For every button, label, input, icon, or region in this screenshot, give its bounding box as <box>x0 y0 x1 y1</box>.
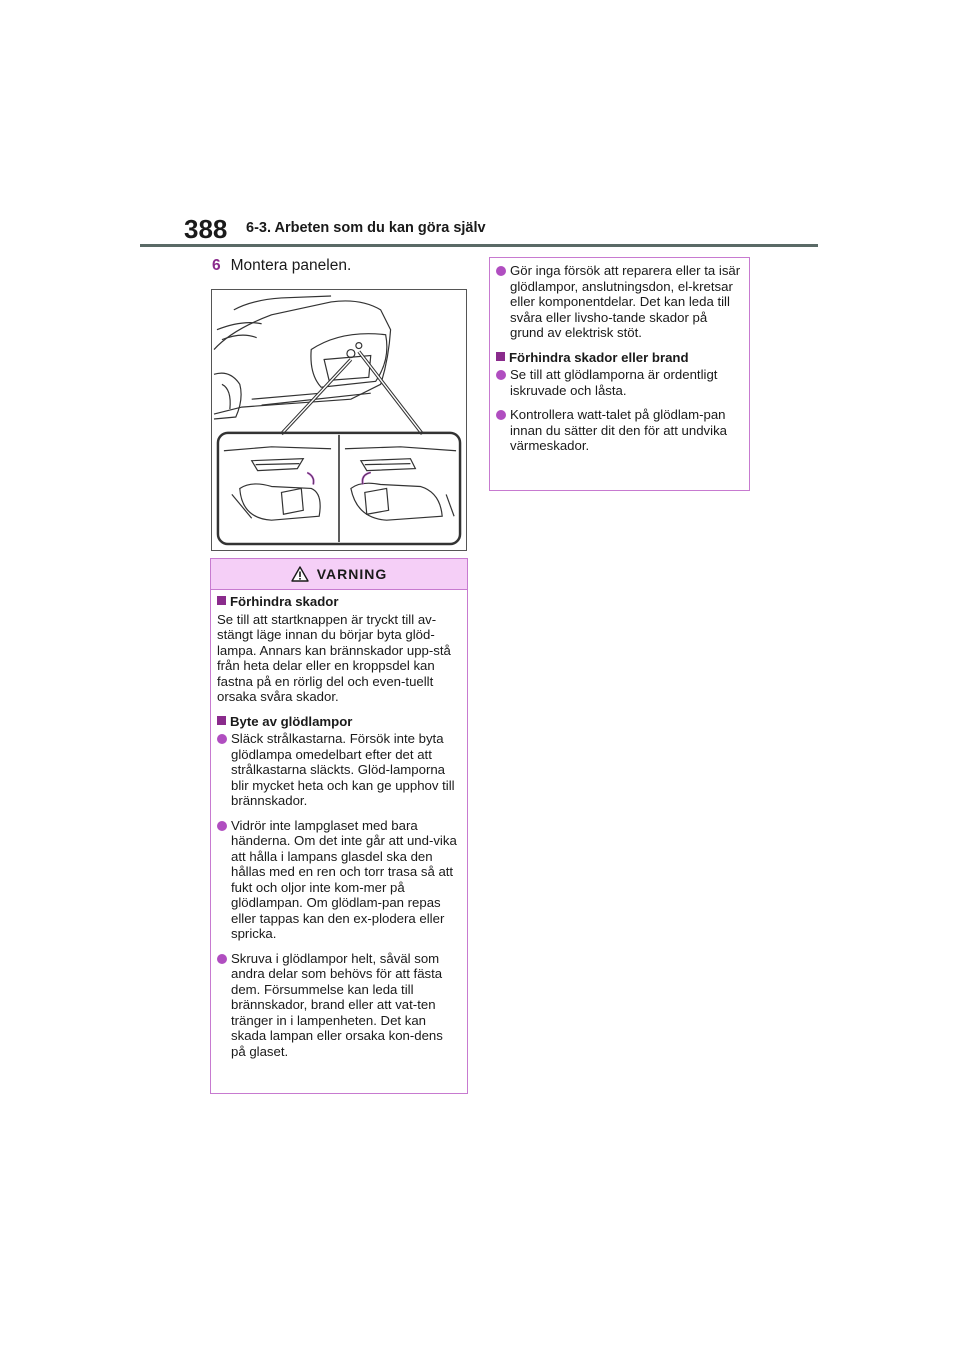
subheading: Förhindra skador <box>217 594 461 610</box>
continuation-body <box>490 258 749 454</box>
page-header <box>184 214 824 248</box>
warning-body <box>211 590 467 1059</box>
warning-box <box>210 558 468 1094</box>
circle-bullet-icon <box>217 954 227 964</box>
section-title: 6-3. Arbeten som du kan göra själv <box>246 220 486 236</box>
warning-continuation-box <box>489 257 750 491</box>
illustration-svg <box>212 290 466 550</box>
warning-header <box>211 559 467 590</box>
subheading: Förhindra skador eller brand <box>496 350 743 366</box>
list-item: Kontrollera watt-talet på glödlam-pan innan du sätter dit den för att undvika värmeskador. <box>496 407 743 454</box>
square-bullet-icon <box>217 596 226 605</box>
step-text: Montera panelen. <box>230 257 352 274</box>
subheading: Byte av glödlampor <box>217 714 461 730</box>
list-item: Se till att glödlamporna är ordentligt iskruvade och låsta. <box>496 367 743 398</box>
warning-triangle-icon <box>291 566 309 582</box>
header-rule <box>140 244 818 247</box>
warning-title: VARNING <box>316 566 388 582</box>
list-item: Gör inga försök att reparera eller ta isär glödlampor, anslutningsdon, el-kretsar eller komponentdelar. Det kan leda till svåra eller livsho-tande skador på grund av elektrisk stöt. <box>496 263 743 341</box>
warning-paragraph: Se till att startknappen är tryckt till av-stängt läge innan du börjar byta glöd-lampa. Annars kan brännskador upp-stå från heta delar eller en kroppsdel kan fastna på en rörlig del och even-tuellt orsaka svåra skador. <box>217 611 451 704</box>
circle-bullet-icon <box>496 410 506 420</box>
page-number: 388 <box>184 214 228 244</box>
circle-bullet-icon <box>496 370 506 380</box>
list-item: Skruva i glödlampor helt, såväl som andra delar som behövs för att fästa dem. Försummelse kan leda till brännskador, brand eller att vat-ten tränger in i lampenheten. Det kan skada lampan eller orsaka kon-dens på glaset. <box>217 951 461 1060</box>
square-bullet-icon <box>496 352 505 361</box>
car-rear-license-light-illustration <box>211 289 467 551</box>
circle-bullet-icon <box>217 734 227 744</box>
list-item: Släck strålkastarna. Försök inte byta glödlampa omedelbart efter det att strålkastarna släckts. Glöd-lamporna blir mycket heta och kan ge upphov till brännskador. <box>217 731 461 809</box>
circle-bullet-icon <box>496 266 506 276</box>
square-bullet-icon <box>217 716 226 725</box>
circle-bullet-icon <box>217 821 227 831</box>
list-item: Vidrör inte lampglaset med bara händerna. Om det inte går att und-vika att hålla i lampans glasdel ska den hållas med en ren och torr trasa så att fukt och oljor inte kom-mer på glödlampan. Om glödlam-pan repas eller tappas kan den ex-plodera eller spricka. <box>217 818 461 942</box>
step-instruction <box>212 257 351 275</box>
step-number: 6 <box>212 257 221 274</box>
